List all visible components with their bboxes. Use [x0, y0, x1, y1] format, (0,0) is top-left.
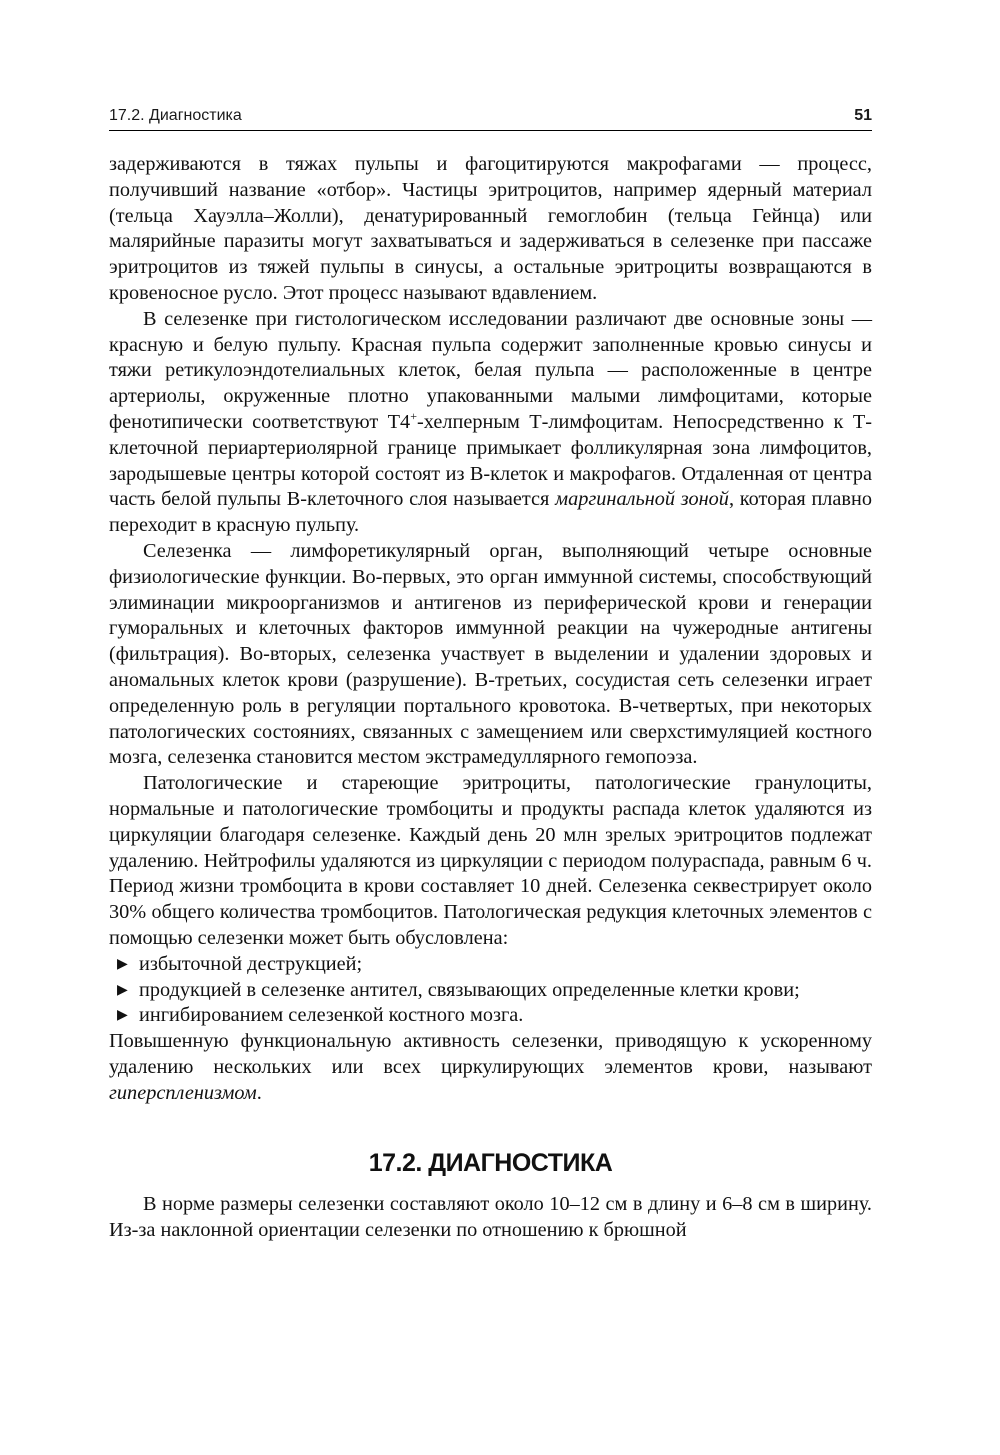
triangle-bullet-icon: ▶: [117, 981, 128, 998]
list-item: [109, 952, 872, 978]
triangle-bullet-icon: ▶: [117, 1007, 128, 1024]
list-item: [109, 1003, 872, 1029]
paragraph-1: задерживаются в тяжах пульпы и фагоцитируются макрофагами — процесс, получивший название «отбор». Частицы эритроцитов, например ядерный материал (тельца Хауэлла–Жолли), денатурированный гемоглобин (тельца Гейнца) или малярийные паразиты могут захватываться и задерживаться в селезенке при пассаже эритроцитов из тяжей пульпы в синусы, а остальные эритроциты возвращаются в кровеносное русло. Этот процесс называют вдавлением.: [109, 153, 872, 304]
list-item-text: продукцией в селезенке антител, связывающих определенные клетки крови;: [139, 978, 800, 1001]
term-marginal-zone: маргинальной зоной: [555, 488, 729, 511]
superscript-plus: +: [410, 409, 417, 424]
paragraph-6: В норме размеры селезенки составляют около 10–12 см в длину и 6–8 см в ширину. Из-за наклонной ориентации селезенки по отношению к брюшной: [109, 1193, 872, 1242]
running-header: [109, 104, 872, 131]
paragraph-2-end: , которая плавно переходит в красную пульпу.: [109, 488, 872, 537]
list-item-text: избыточной деструкцией;: [139, 952, 363, 975]
running-header-section: 17.2. Диагностика: [109, 107, 242, 124]
paragraph-2-middle: -хелперным Т-лимфоцитам. Непосредственно к Т-клеточной периартериолярной границе примыкает фолликулярная зона лимфоцитов, зародышевые центры которой состоят из В-клеток и макрофагов. Отдаленная от центра часть белой пульпы В-клеточного слоя называется: [109, 410, 872, 511]
paragraph-3: Селезенка — лимфоретикулярный орган, выполняющий четыре основные физиологические функции. Во-первых, это орган иммунной системы, способствующий элиминации микроорганизмов и антигенов из периферической крови и генерации гуморальных и клеточных факторов иммунной реакции на чужеродные антигены (фильтрация). Во-вторых, селезенка участвует в выделении и удалении здоровых и аномальных клеток крови (разрушение). В-третьих, сосудистая сеть селезенки играет определенную роль в регуляции портального кровотока. В-четвертых, при некоторых патологических состояниях, связанных с замещением или сверхстимуляцией костного мозга, селезенка становится местом экстрамедуллярного гемопоэза.: [109, 539, 872, 769]
paragraph-2: [109, 307, 872, 539]
paragraph-4: Патологические и стареющие эритроциты, патологические гранулоциты, нормальные и патологические тромбоциты и продукты распада клеток удаляются из циркуляции благодаря селезенке. Каждый день 20 млн зрелых эритроцитов подлежат удалению. Нейтрофилы удаляются из циркуляции с периодом полураспада, равным 6 ч. Период жизни тромбоцита в крови составляет 10 дней. Селезенка секвестрирует около 30% общего количества тромбоцитов. Патологическая редукция клеточных элементов с помощью селезенки может быть обусловлена:: [109, 772, 872, 949]
list-item: [109, 978, 872, 1004]
page-number: 51: [854, 107, 872, 124]
paragraph-5: [109, 1029, 872, 1106]
list-item-text: ингибированием селезенкой костного мозга.: [139, 1004, 524, 1027]
paragraph-5-end: .: [256, 1081, 262, 1104]
paragraph-2-start: В селезенке при гистологическом исследовании различают две основные зоны — красную и белую пульпу. Красная пульпа содержит заполненные кровью синусы и тяжи ретикулоэндотелиальных клеток, белая пульпа — расположенные в центре артериолы, окруженные плотно упакованными малыми лимфоцитами, которые фенотипически соответствуют Т4: [109, 307, 872, 433]
body-text: [109, 152, 872, 1244]
section-heading: 17.2. ДИАГНОСТИКА: [368, 1149, 613, 1178]
paragraph-5-start: Повышенную функциональную активность селезенки, приводящую к ускоренному удалению нескольких или всех циркулирующих элементов крови, называют: [109, 1030, 872, 1078]
causes-list: [109, 952, 872, 1029]
triangle-bullet-icon: ▶: [117, 955, 128, 972]
term-hypersplenism: гиперспленизмом: [109, 1081, 257, 1104]
